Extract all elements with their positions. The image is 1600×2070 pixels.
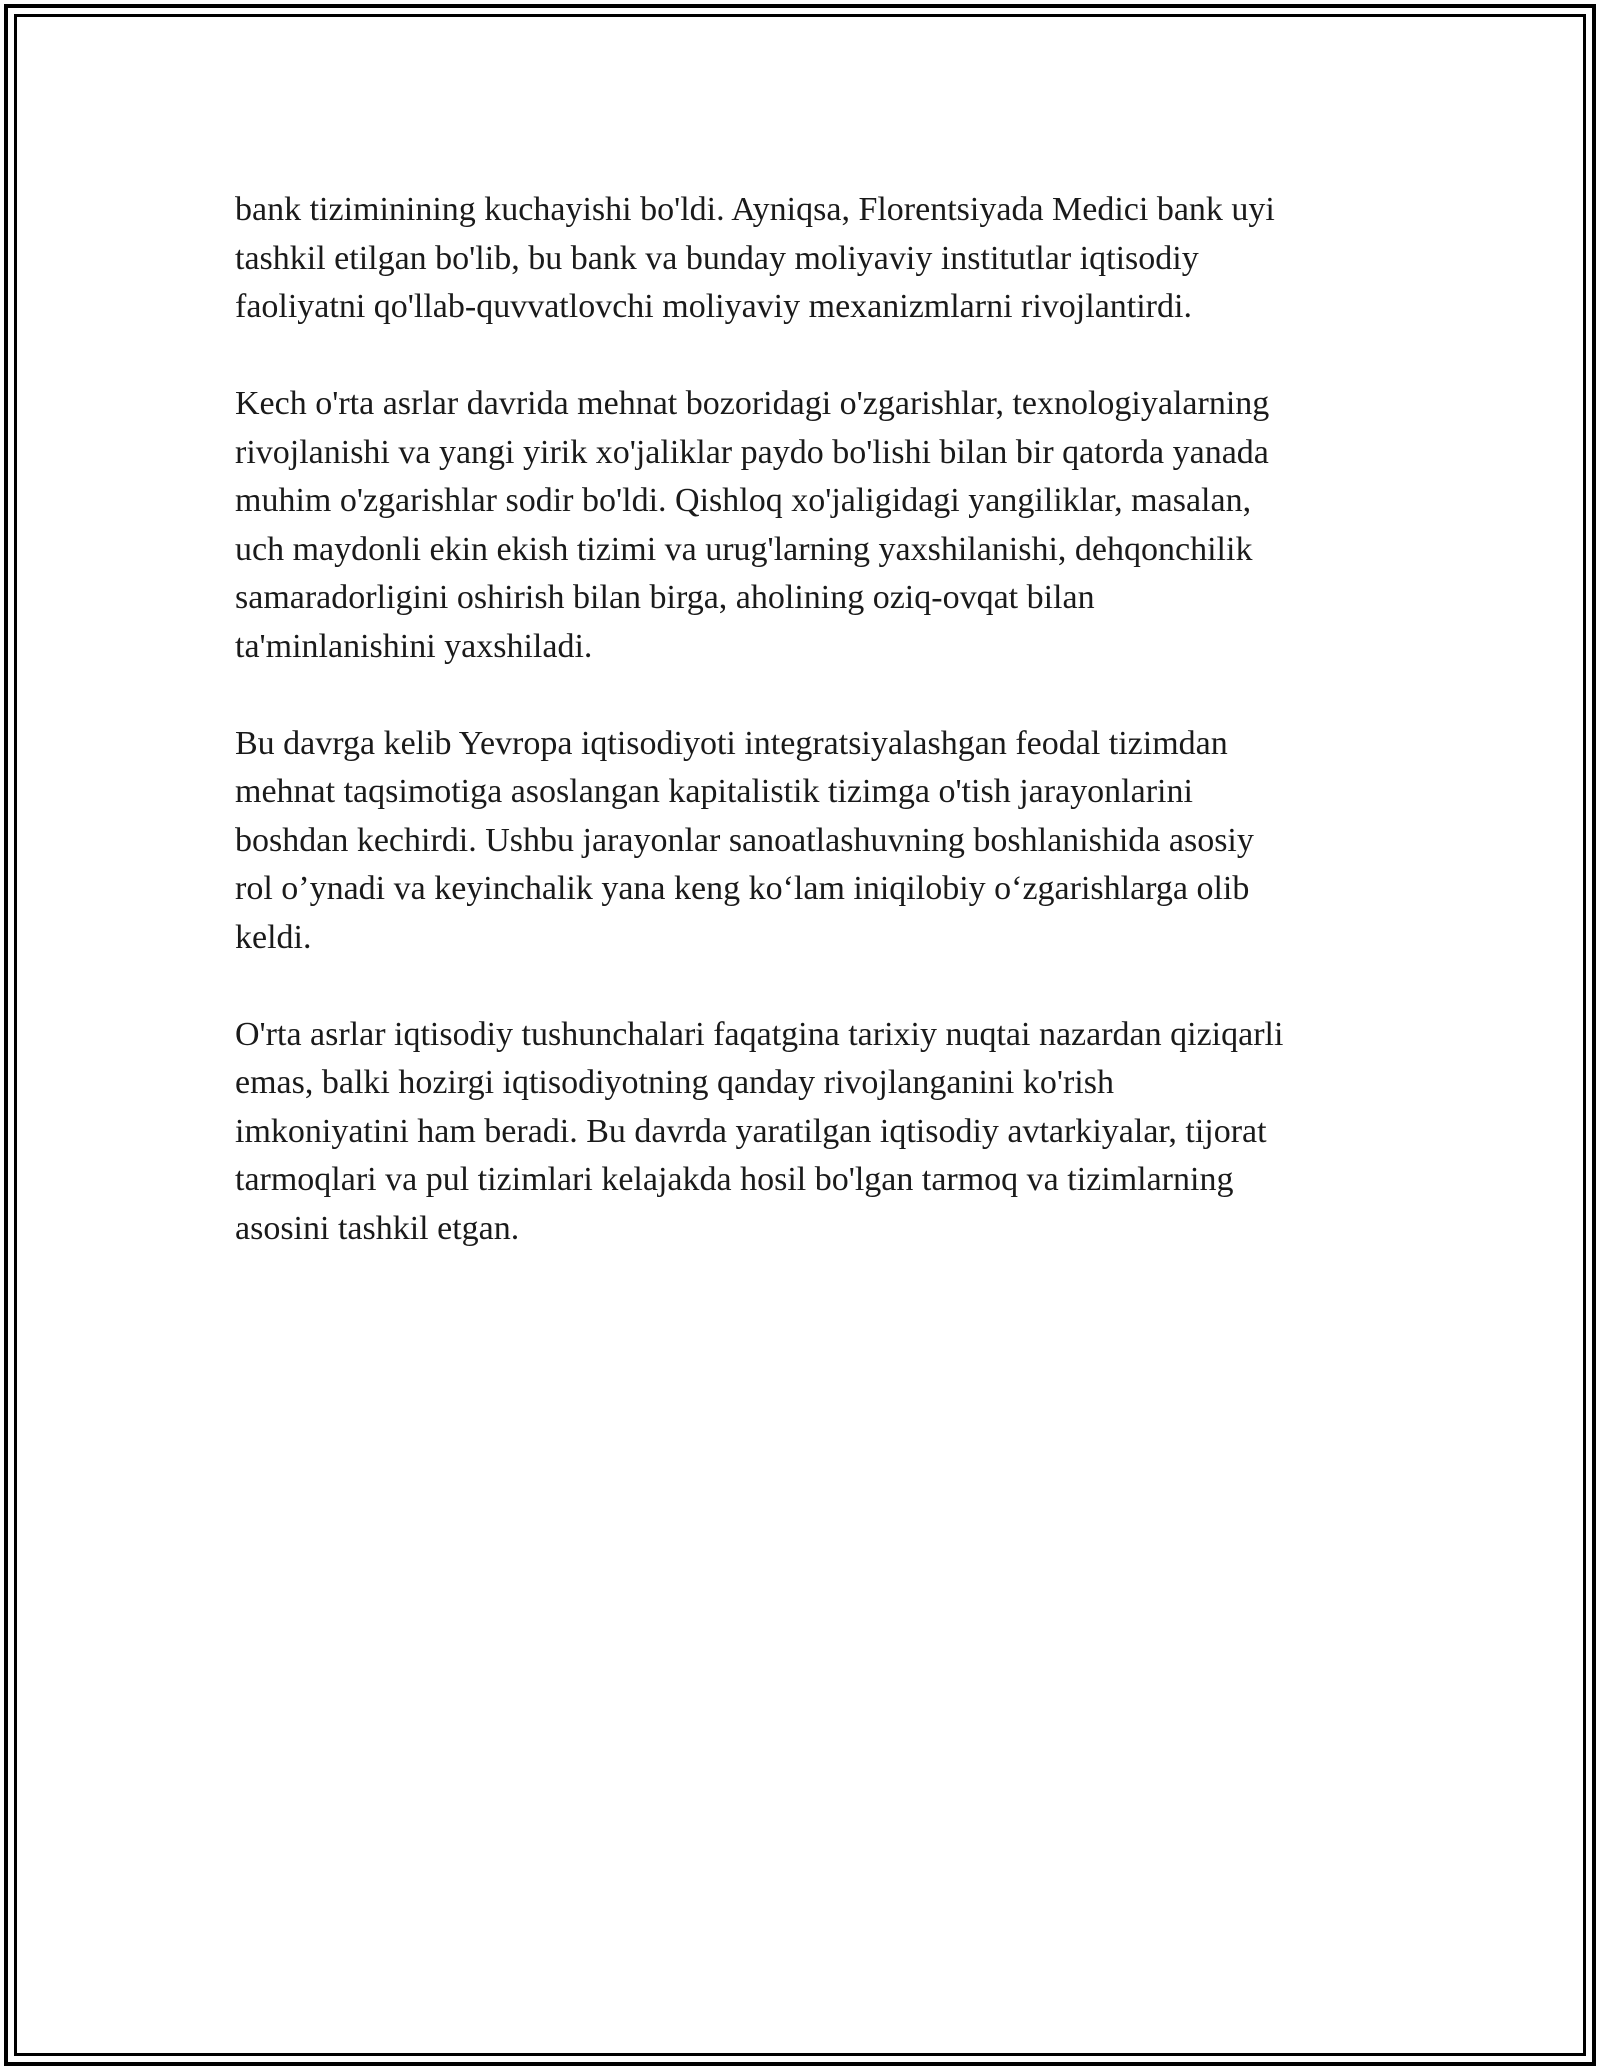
document-body [235,186,1385,1302]
paragraph-1: bank tiziminining kuchayishi bo'ldi. Ayniqsa, Florentsiyada Medici bank uyi tashkil etilgan bo'lib, bu bank va bunday moliyaviy institutlar iqtisodiy faoliyatni qo'llab-quvvatlovchi moliyaviy mexanizmlarni rivojlantirdi. [235,191,1275,325]
paragraph-4: O'rta asrlar iqtisodiy tushunchalari faqatgina tarixiy nuqtai nazardan qiziqarli emas, balki hozirgi iqtisodiyotning qanday rivojlanganini ko'rish imkoniyatini ham beradi. Bu davrda yaratilgan iqtisodiy avtarkiyalar, tijorat tarmoqlari va pul tizimlari kelajakda hosil bo'lgan tarmoq va tizimlarning asosini tashkil etgan. [235,1015,1284,1247]
paragraph-3: Bu davrga kelib Yevropa iqtisodiyoti integratsiyalashgan feodal tizimdan mehnat taqsimotiga asoslangan kapitalistik tizimga o'tish jarayonlarini boshdan kechirdi. Ushbu jarayonlar sanoatlashuvning boshlanishida asosiy rol o’ynadi va keyinchalik yana keng ko‘lam iniqilobiy o‘zgarishlarga olib keldi. [235,724,1254,956]
paragraph-2: Kech o'rta asrlar davrida mehnat bozoridagi o'zgarishlar, texnologiyalarning rivojlanishi va yangi yirik xo'jaliklar paydo bo'lishi bilan bir qatorda yanada muhim o'zgarishlar sodir bo'ldi. Qishloq xo'jaligidagi yangiliklar, masalan, uch maydonli ekin ekish tizimi va urug'larning yaxshilanishi, dehqonchilik samaradorligini oshirish bilan birga, aholining oziq-ovqat bilan ta'minlanishini yaxshiladi. [235,385,1270,665]
